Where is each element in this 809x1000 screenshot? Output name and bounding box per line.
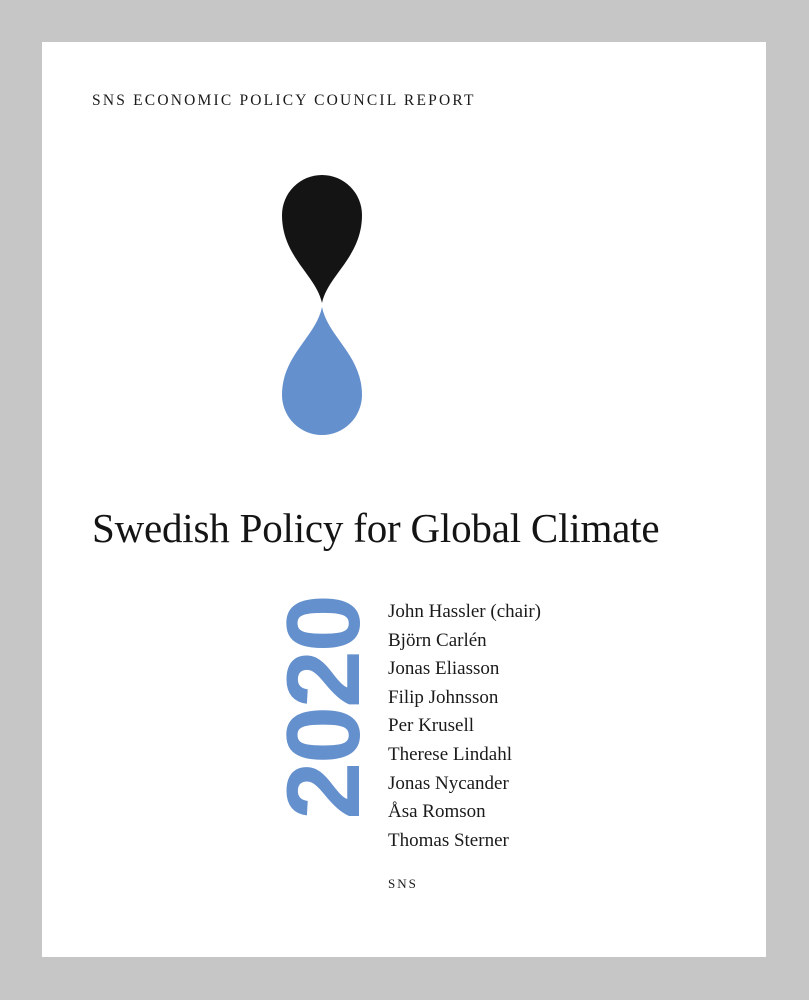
year-label: 2020 — [266, 596, 382, 820]
author-name: Therese Lindahl — [388, 743, 512, 765]
book-title: Swedish Policy for Global Climate — [92, 505, 660, 551]
oil-drop-icon — [282, 175, 362, 303]
author-name: Filip Johnsson — [388, 686, 499, 708]
author-name: Thomas Sterner — [388, 829, 509, 851]
author-name: Per Krusell — [388, 715, 475, 737]
author-name: Åsa Romson — [388, 801, 486, 823]
author-list — [388, 598, 541, 855]
drops-illustration — [280, 175, 364, 437]
author-name: John Hassler (chair) — [388, 601, 542, 622]
publisher-label: SNS — [388, 876, 418, 891]
book-cover — [42, 42, 766, 957]
water-drop-icon — [282, 307, 362, 435]
author-name: Jonas Eliasson — [388, 658, 500, 680]
year-block — [266, 596, 382, 820]
author-name: Jonas Nycander — [388, 772, 509, 794]
author-name: Björn Carlén — [388, 629, 487, 651]
series-label: SNS ECONOMIC POLICY COUNCIL REPORT — [92, 92, 476, 109]
